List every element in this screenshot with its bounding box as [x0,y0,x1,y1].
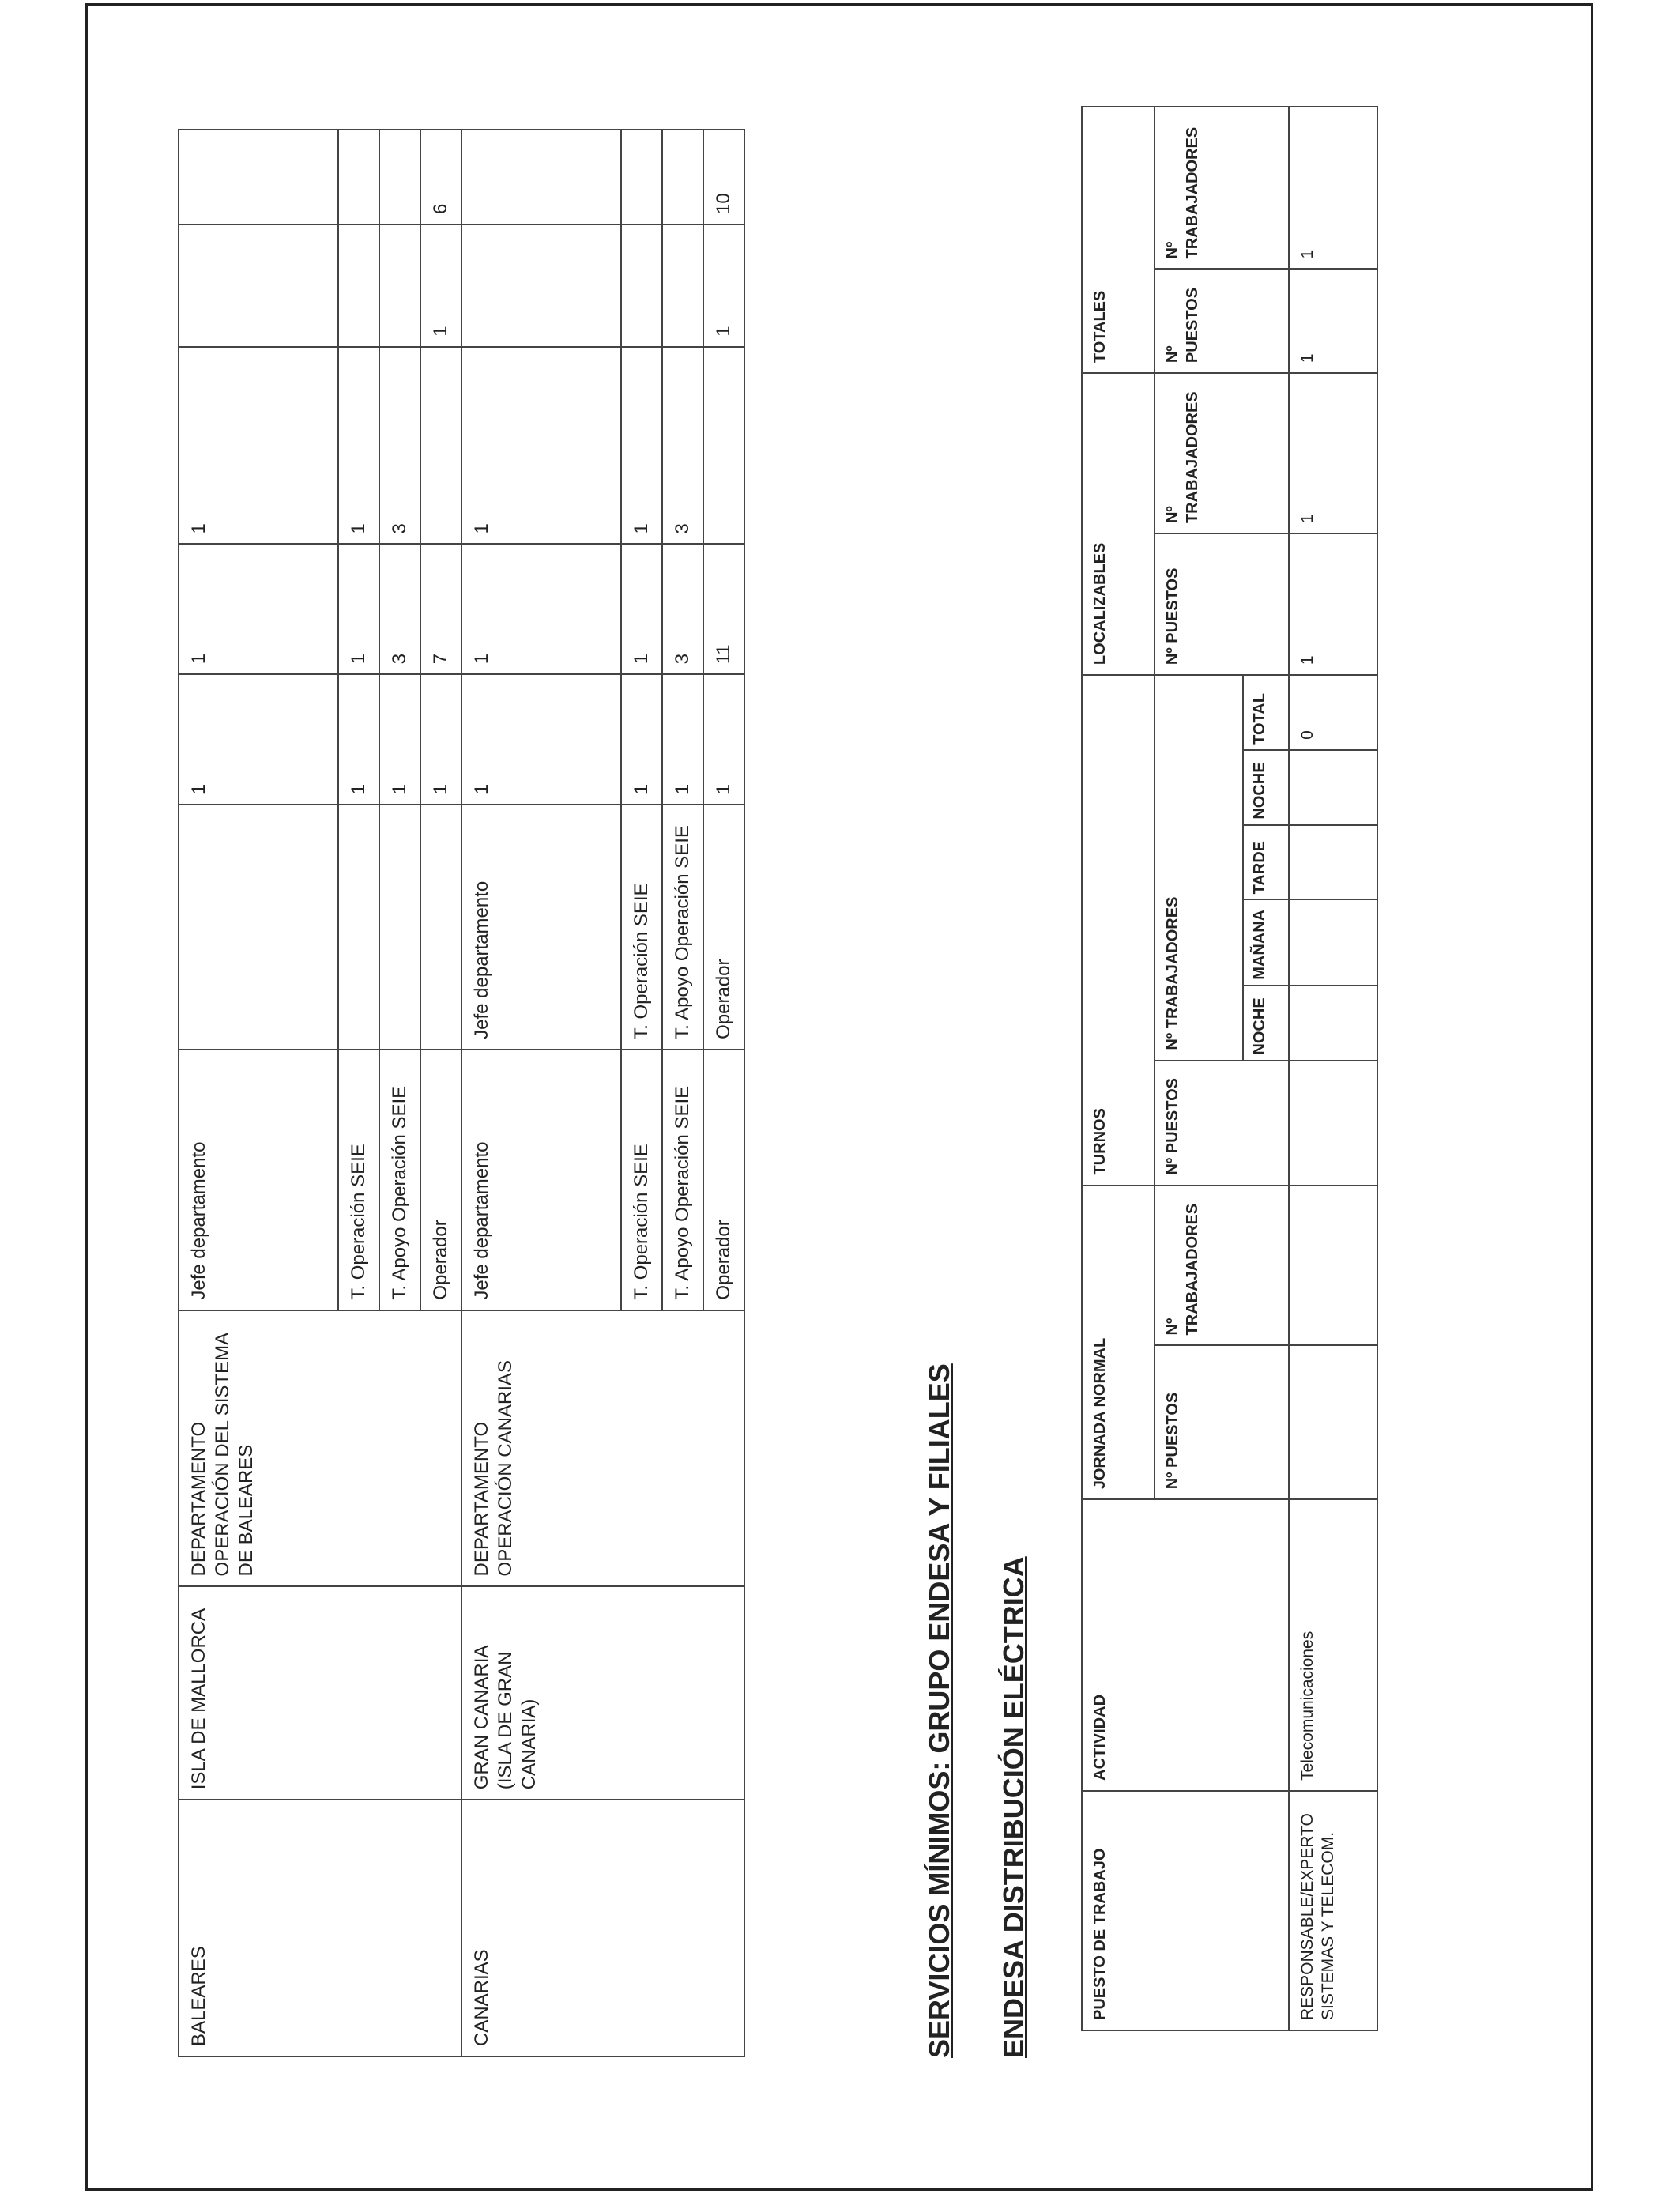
header-n-puestos: Nº PUESTOS [1155,533,1289,675]
header-n-puestos: Nº PUESTOS [1155,270,1289,374]
value-cell: 1 [461,347,621,545]
value-cell: 1 [621,544,662,674]
value-cell [461,130,621,224]
value-cell [1289,1186,1377,1346]
header-n-trabajadores: Nº TRABAJADORES [1155,1186,1289,1346]
value-cell: 1 [179,674,338,805]
value-cell: 1 [338,544,379,674]
value-cell: 1 [1289,270,1377,374]
zone-cell: ISLA DE MALLORCA [179,1586,461,1800]
value-cell: 1 [1289,107,1377,270]
value-cell [379,224,420,347]
value-cell: 1 [338,347,379,545]
value-cell [621,130,662,224]
header-manana: MAÑANA [1243,899,1289,985]
header-jornada: JORNADA NORMAL [1082,1186,1155,1500]
header-turnos: TURNOS [1082,675,1155,1185]
value-cell: 3 [379,347,420,545]
value-cell: 7 [420,544,461,674]
section-title: SERVICIOS MÍNIMOS: GRUPO ENDESA Y FILIALES [923,1363,955,2058]
value-cell: 1 [1289,533,1377,675]
post-cell: Operador [703,1050,744,1310]
table-row [461,130,621,2056]
value-cell [621,224,662,347]
value-cell [179,224,338,347]
role-cell [179,805,338,1050]
post-cell: T. Operación SEIE [621,1050,662,1310]
region-cell: CANARIAS [461,1800,744,2056]
value-cell: 1 [179,347,338,545]
role-cell: Operador [703,805,744,1050]
value-cell [1289,750,1377,825]
header-tarde: TARDE [1243,825,1289,900]
post-cell: T. Operación SEIE [338,1050,379,1310]
role-cell: Jefe departamento [461,805,621,1050]
post-cell: Operador [420,1050,461,1310]
role-cell [379,805,420,1050]
department-cell: DEPARTAMENTO OPERACIÓN DEL SISTEMA DE BALEARES [179,1310,461,1587]
header-noche: NOCHE [1243,986,1289,1061]
value-cell: 1 [420,674,461,805]
header-totales: TOTALES [1082,107,1155,373]
value-cell [179,130,338,224]
lower-table [1081,106,1378,2031]
role-cell: T. Operación SEIE [621,805,662,1050]
value-cell: 1 [461,674,621,805]
role-cell [338,805,379,1050]
value-cell: 1 [420,224,461,347]
header-n-trabajadores: Nº TRABAJADORES [1155,107,1289,270]
value-cell [338,224,379,347]
value-cell: 3 [662,347,703,545]
header-row [1082,107,1155,2030]
value-cell [1289,825,1377,900]
value-cell: 1 [621,347,662,545]
header-n-puestos: Nº PUESTOS [1155,1061,1289,1186]
value-cell: 6 [420,130,461,224]
table-row [179,130,338,2056]
zone-cell: GRAN CANARIA (ISLA DE GRAN CANARIA) [461,1586,744,1800]
value-cell: 1 [703,224,744,347]
actividad-cell: Telecomunicaciones [1289,1499,1377,1791]
header-localizables: LOCALIZABLES [1082,373,1155,675]
value-cell [1289,986,1377,1061]
value-cell: 3 [662,544,703,674]
table-row [1289,107,1377,2030]
subsection-title: ENDESA DISTRIBUCIÓN ELÉCTRICA [997,1556,1030,2058]
value-cell: 1 [461,544,621,674]
value-cell: 1 [703,674,744,805]
header-puesto: PUESTO DE TRABAJO [1082,1791,1289,2030]
value-cell [703,347,744,545]
value-cell: 10 [703,130,744,224]
value-cell: 0 [1289,675,1377,750]
role-cell: T. Apoyo Operación SEIE [662,805,703,1050]
header-total: TOTAL [1243,675,1289,750]
value-cell [379,130,420,224]
value-cell: 1 [662,674,703,805]
header-n-trabajadores: Nº TRABAJADORES [1155,675,1243,1060]
value-cell: 3 [379,544,420,674]
value-cell: 1 [1289,373,1377,533]
value-cell [461,224,621,347]
role-cell [420,805,461,1050]
value-cell [662,224,703,347]
post-cell: T. Apoyo Operación SEIE [379,1050,420,1310]
post-cell: Jefe departamento [179,1050,338,1310]
value-cell [1289,1345,1377,1499]
post-cell: T. Apoyo Operación SEIE [662,1050,703,1310]
header-noche: NOCHE [1243,750,1289,825]
value-cell: 1 [338,674,379,805]
header-n-puestos: Nº PUESTOS [1155,1345,1289,1499]
department-cell: DEPARTAMENTO OPERACIÓN CANARIAS [461,1310,744,1587]
value-cell: 11 [703,544,744,674]
upper-table [178,129,745,2057]
header-n-trabajadores: Nº TRABAJADORES [1155,373,1289,533]
puesto-cell: RESPONSABLE/EXPERTO SISTEMAS Y TELECOM. [1289,1791,1377,2030]
value-cell: 1 [179,544,338,674]
value-cell [420,347,461,545]
post-cell: Jefe departamento [461,1050,621,1310]
value-cell [662,130,703,224]
value-cell: 1 [621,674,662,805]
region-cell: BALEARES [179,1800,461,2056]
value-cell: 1 [379,674,420,805]
value-cell [1289,899,1377,985]
value-cell [1289,1061,1377,1186]
header-actividad: ACTIVIDAD [1082,1499,1289,1791]
value-cell [338,130,379,224]
